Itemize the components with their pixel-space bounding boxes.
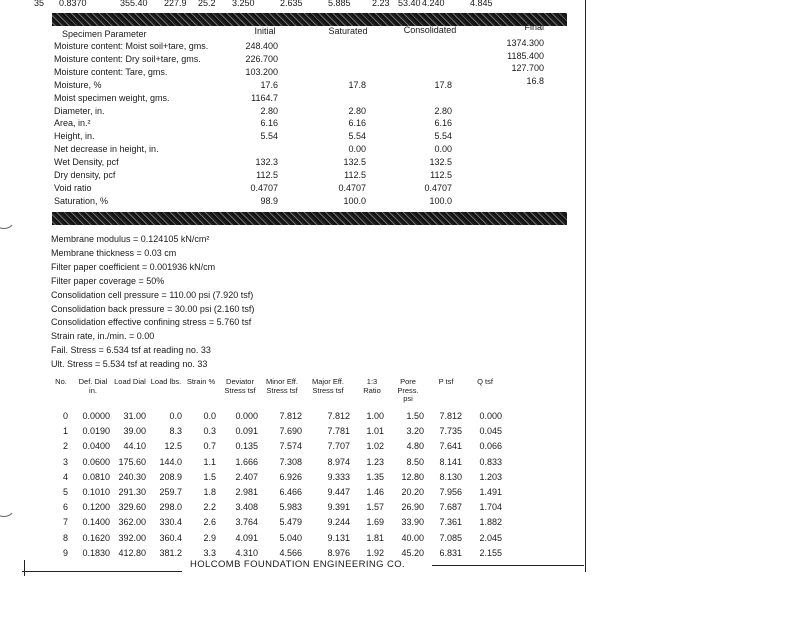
note-line: Ult. Stress = 5.534 tsf at reading no. 33	[51, 359, 208, 370]
reading-cell: 12.5	[164, 441, 182, 452]
top-row-cell: 0.8370	[59, 0, 87, 8]
reading-cell: 0.833	[479, 456, 502, 467]
specimen-saturated-value: 0.4707	[338, 182, 366, 193]
reading-cell: 7	[62, 517, 68, 528]
reading-cell: 8.130	[439, 471, 462, 482]
reading-cell: 0.3	[203, 426, 216, 437]
reading-cell: 175.60	[118, 456, 146, 467]
specimen-initial-value: 248.400	[245, 41, 278, 51]
reading-cell: 0.0190	[82, 426, 110, 437]
footer-rule-right	[432, 565, 584, 566]
reading-cell: 1.46	[366, 487, 384, 497]
reading-cell: 298.0	[159, 502, 182, 513]
reading-cell: 39.00	[123, 426, 146, 437]
specimen-header-consolidated: Consolidated	[403, 25, 457, 35]
reading-cell: 7.687	[439, 502, 462, 513]
reading-cell: 7.690	[279, 426, 302, 437]
reading-cell: 1.69	[366, 517, 384, 528]
reading-cell: 8.50	[406, 456, 424, 467]
reading-cell: 4	[62, 471, 68, 482]
specimen-row-label: Moisture, %	[54, 79, 102, 90]
specimen-consolidated-value: 2.80	[434, 105, 452, 116]
specimen-row-label: Saturation, %	[54, 195, 109, 206]
reading-cell: 20.20	[401, 487, 424, 497]
specimen-saturated-value: 132.5	[343, 157, 366, 168]
reading-cell: 0.000	[235, 411, 258, 421]
specimen-saturated-value: 112.5	[344, 170, 366, 180]
top-row-cell: 5.885	[328, 0, 351, 8]
readings-header-6: Minor Eff. Stress tsf	[266, 377, 298, 395]
readings-header-10: P tsf	[438, 377, 454, 386]
reading-cell: 7.707	[327, 441, 350, 452]
specimen-header-final: Final	[524, 22, 544, 32]
reading-cell: 2.155	[479, 547, 502, 558]
reading-cell: 240.30	[118, 471, 146, 482]
reading-cell: 5.983	[279, 502, 302, 513]
reading-cell: 0.1010	[82, 487, 110, 497]
readings-header-0: No.	[55, 377, 67, 386]
reading-cell: 2	[62, 441, 68, 452]
specimen-row-label: Diameter, in.	[54, 105, 105, 116]
reading-cell: 8.3	[169, 426, 182, 437]
reading-cell: 2.045	[479, 532, 502, 543]
reading-cell: 1.8	[203, 487, 216, 497]
reading-cell: 2.981	[235, 487, 258, 497]
reading-cell: 0.135	[235, 441, 258, 452]
reading-cell: 381.2	[159, 547, 182, 558]
reading-cell: 208.9	[159, 471, 182, 482]
reading-cell: 8.974	[327, 456, 350, 467]
note-line: Membrane thickness = 0.03 cm	[51, 247, 177, 258]
reading-cell: 4.566	[279, 547, 302, 558]
top-row-cell: 25.2	[198, 0, 216, 8]
top-row-cell: 2.635	[280, 0, 303, 8]
readings-header-5: Deviator Stress tsf	[224, 377, 256, 395]
reading-cell: 0.1620	[82, 532, 110, 543]
reading-cell: 4.310	[235, 547, 258, 558]
reading-cell: 26.90	[401, 502, 424, 513]
specimen-initial-value: 112.5	[256, 170, 278, 180]
reading-cell: 7.735	[439, 426, 462, 437]
reading-cell: 31.00	[123, 411, 146, 421]
specimen-saturated-value: 2.80	[348, 105, 366, 116]
specimen-saturated-value: 17.8	[348, 79, 366, 90]
reading-cell: 360.4	[159, 532, 182, 543]
specimen-initial-value: 2.80	[260, 105, 278, 116]
specimen-saturated-value: 5.54	[348, 131, 366, 142]
reading-cell: 144.0	[159, 456, 182, 467]
reading-cell: 4.80	[406, 441, 424, 452]
reading-cell: 3.408	[235, 502, 258, 513]
reading-cell: 0.0600	[82, 456, 110, 467]
specimen-row-label: Moisture content: Tare, gms.	[54, 66, 168, 77]
reading-cell: 5.479	[279, 517, 302, 528]
specimen-saturated-value: 100.0	[343, 195, 366, 206]
reading-cell: 6.466	[279, 487, 302, 497]
reading-cell: 1.35	[366, 471, 384, 482]
reading-cell: 1.81	[366, 532, 384, 543]
specimen-row-label: Moisture content: Dry soil+tare, gms.	[54, 53, 201, 64]
reading-cell: 1.57	[366, 502, 384, 513]
reading-cell: 9.391	[327, 502, 350, 513]
specimen-row-label: Wet Density, pcf	[54, 157, 119, 168]
reading-cell: 1.92	[366, 547, 384, 558]
reading-cell: 12.80	[401, 471, 424, 482]
reading-cell: 259.7	[159, 487, 182, 497]
reading-cell: 7.812	[279, 411, 302, 421]
reading-cell: 40.00	[401, 532, 424, 543]
binding-hole	[0, 205, 16, 229]
specimen-initial-value: 6.16	[260, 118, 278, 129]
specimen-row-label: Area, in.²	[54, 118, 91, 129]
specimen-row-label: Moisture content: Moist soil+tare, gms.	[54, 41, 209, 51]
note-line: Filter paper coefficient = 0.001936 kN/cm	[51, 261, 216, 272]
reading-cell: 2.9	[203, 532, 216, 543]
reading-cell: 412.80	[118, 547, 146, 558]
reading-cell: 3.3	[203, 547, 216, 558]
reading-cell: 392.00	[118, 532, 146, 543]
reading-cell: 7.308	[279, 456, 302, 467]
specimen-consolidated-value: 17.8	[434, 79, 452, 90]
specimen-final-value: 1374.300	[506, 38, 544, 48]
reading-cell: 1.5	[203, 471, 216, 482]
specimen-consolidated-value: 100.0	[429, 195, 452, 206]
readings-header-4: Strain %	[186, 377, 216, 386]
specimen-final-value: 1185.400	[507, 50, 544, 61]
reading-cell: 7.641	[439, 441, 462, 452]
reading-cell: 362.00	[118, 517, 146, 528]
specimen-row-label: Moist specimen weight, gms.	[54, 92, 170, 103]
note-line: Consolidation effective confining stress = 5.760 tsf	[51, 317, 252, 328]
reading-cell: 9.244	[327, 517, 350, 528]
note-line: Consolidation cell pressure = 110.00 psi (7.920 tsf)	[51, 289, 254, 300]
reading-cell: 7.085	[439, 532, 462, 543]
specimen-initial-value: 103.200	[245, 66, 278, 77]
readings-header-11: Q tsf	[477, 377, 493, 386]
reading-cell: 3.20	[406, 426, 424, 437]
top-row-cell: 35	[34, 0, 45, 8]
reading-cell: 9.333	[327, 471, 350, 482]
top-row-cell: 3.250	[232, 0, 255, 8]
readings-header-3: Load lbs.	[150, 377, 182, 386]
note-line: Strain rate, in./min. = 0.00	[51, 331, 155, 342]
readings-header-1: Def. Dial in.	[78, 377, 108, 395]
specimen-header-saturated: Saturated	[328, 26, 368, 36]
reading-cell: 0.0810	[82, 471, 110, 482]
reading-cell: 0.0	[203, 411, 216, 421]
note-line: Filter paper coverage = 50%	[51, 275, 165, 286]
reading-cell: 33.90	[401, 517, 424, 528]
specimen-initial-value: 0.4707	[250, 182, 278, 193]
reading-cell: 7.812	[439, 411, 462, 421]
specimen-initial-value: 132.3	[255, 157, 278, 168]
specimen-row-label: Height, in.	[54, 131, 95, 142]
reading-cell: 0.0000	[82, 411, 110, 421]
specimen-row-label: Net decrease in height, in.	[54, 144, 159, 155]
specimen-consolidated-value: 0.4707	[424, 182, 452, 193]
reading-cell: 7.812	[327, 411, 350, 421]
top-row-cell: 53.40	[398, 0, 421, 8]
reading-cell: 8	[62, 532, 68, 543]
reading-cell: 0	[62, 411, 68, 421]
specimen-consolidated-value: 132.5	[429, 157, 452, 168]
readings-header-2: Load Dial	[114, 377, 146, 386]
reading-cell: 8.141	[439, 456, 462, 467]
top-row-cell: 4.845	[470, 0, 493, 8]
reading-cell: 0.000	[479, 411, 502, 421]
readings-header-9: Pore Press. psi	[397, 377, 419, 403]
specimen-final-value: 16.8	[526, 75, 544, 86]
top-row-cell: 2.23	[372, 0, 390, 8]
reading-cell: 1.23	[366, 456, 384, 467]
page-left-edge	[24, 560, 25, 576]
readings-header-7: Major Eff. Stress tsf	[312, 377, 344, 395]
reading-cell: 0.0400	[82, 441, 110, 452]
specimen-consolidated-value: 0.00	[434, 144, 452, 155]
reading-cell: 2.6	[203, 517, 216, 528]
specimen-saturated-value: 6.16	[348, 118, 366, 129]
reading-cell: 1.882	[479, 517, 502, 528]
reading-cell: 5.040	[279, 532, 302, 543]
top-row-cell: 355.40	[120, 0, 148, 8]
specimen-initial-value: 98.9	[260, 195, 278, 206]
reading-cell: 7.781	[327, 426, 350, 437]
reading-cell: 1.203	[479, 471, 502, 482]
readings-header-8: 1:3 Ratio	[363, 377, 381, 395]
footer-rule-left	[22, 571, 182, 572]
company-footer: HOLCOMB FOUNDATION ENGINEERING CO.	[190, 559, 406, 570]
reading-cell: 0.1400	[82, 517, 110, 528]
note-line: Fail. Stress = 6.534 tsf at reading no. 33	[51, 345, 211, 356]
specimen-consolidated-value: 6.16	[434, 118, 452, 129]
reading-cell: 0.0	[169, 411, 182, 421]
reading-cell: 1.01	[366, 426, 384, 437]
specimen-initial-value: 1164.7	[251, 92, 278, 103]
reading-cell: 6.926	[279, 471, 302, 482]
reading-cell: 291.30	[118, 487, 146, 497]
reading-cell: 1.02	[366, 441, 384, 452]
reading-cell: 8.976	[327, 547, 350, 558]
specimen-initial-value: 17.6	[260, 79, 278, 90]
specimen-header-initial: Initial	[254, 26, 276, 36]
reading-cell: 1.704	[479, 502, 502, 513]
specimen-initial-value: 5.54	[260, 131, 278, 142]
binding-hole	[0, 493, 16, 517]
specimen-saturated-value: 0.00	[348, 144, 366, 155]
reading-cell: 6.831	[439, 547, 462, 558]
reading-cell: 7.361	[439, 517, 462, 528]
section-divider	[52, 13, 567, 26]
reading-cell: 9.447	[327, 487, 350, 497]
reading-cell: 3.764	[235, 517, 258, 528]
reading-cell: 329.60	[118, 502, 146, 513]
reading-cell: 1.50	[406, 411, 424, 421]
reading-cell: 0.045	[479, 426, 502, 437]
reading-cell: 2.407	[235, 471, 258, 482]
page-right-edge	[585, 0, 586, 572]
reading-cell: 4.091	[235, 532, 258, 543]
reading-cell: 6	[62, 502, 68, 513]
reading-cell: 1.666	[235, 456, 258, 467]
specimen-final-value: 127.700	[511, 63, 544, 73]
reading-cell: 0.7	[203, 441, 216, 452]
reading-cell: 0.1830	[82, 547, 110, 558]
reading-cell: 0.066	[479, 441, 502, 452]
section-divider	[52, 212, 567, 225]
top-row-cell: 227.9	[164, 0, 187, 8]
specimen-row-label: Void ratio	[54, 182, 92, 193]
specimen-consolidated-value: 112.5	[430, 170, 452, 180]
reading-cell: 1.1	[203, 456, 216, 467]
reading-cell: 1.491	[479, 487, 502, 497]
specimen-row-label: Dry density, pcf	[54, 170, 116, 180]
specimen-consolidated-value: 5.54	[434, 131, 452, 142]
reading-cell: 9.131	[327, 532, 350, 543]
reading-cell: 45.20	[401, 547, 424, 558]
note-line: Consolidation back pressure = 30.00 psi (2.160 tsf)	[51, 303, 255, 314]
reading-cell: 2.2	[203, 502, 216, 513]
reading-cell: 1.00	[366, 411, 384, 421]
reading-cell: 44.10	[123, 441, 146, 452]
note-line: Membrane modulus = 0.124105 kN/cm²	[51, 234, 210, 244]
top-row-cell: 4.240	[422, 0, 445, 8]
reading-cell: 330.4	[159, 517, 182, 528]
reading-cell: 1	[62, 426, 68, 437]
reading-cell: 0.091	[235, 426, 258, 437]
specimen-header-param: Specimen Parameter	[62, 29, 147, 39]
specimen-initial-value: 226.700	[245, 53, 278, 64]
reading-cell: 7.574	[279, 441, 302, 452]
reading-cell: 5	[62, 487, 68, 497]
reading-cell: 3	[62, 456, 68, 467]
reading-cell: 9	[62, 547, 68, 558]
reading-cell: 0.1200	[82, 502, 110, 513]
reading-cell: 7.956	[439, 487, 462, 497]
